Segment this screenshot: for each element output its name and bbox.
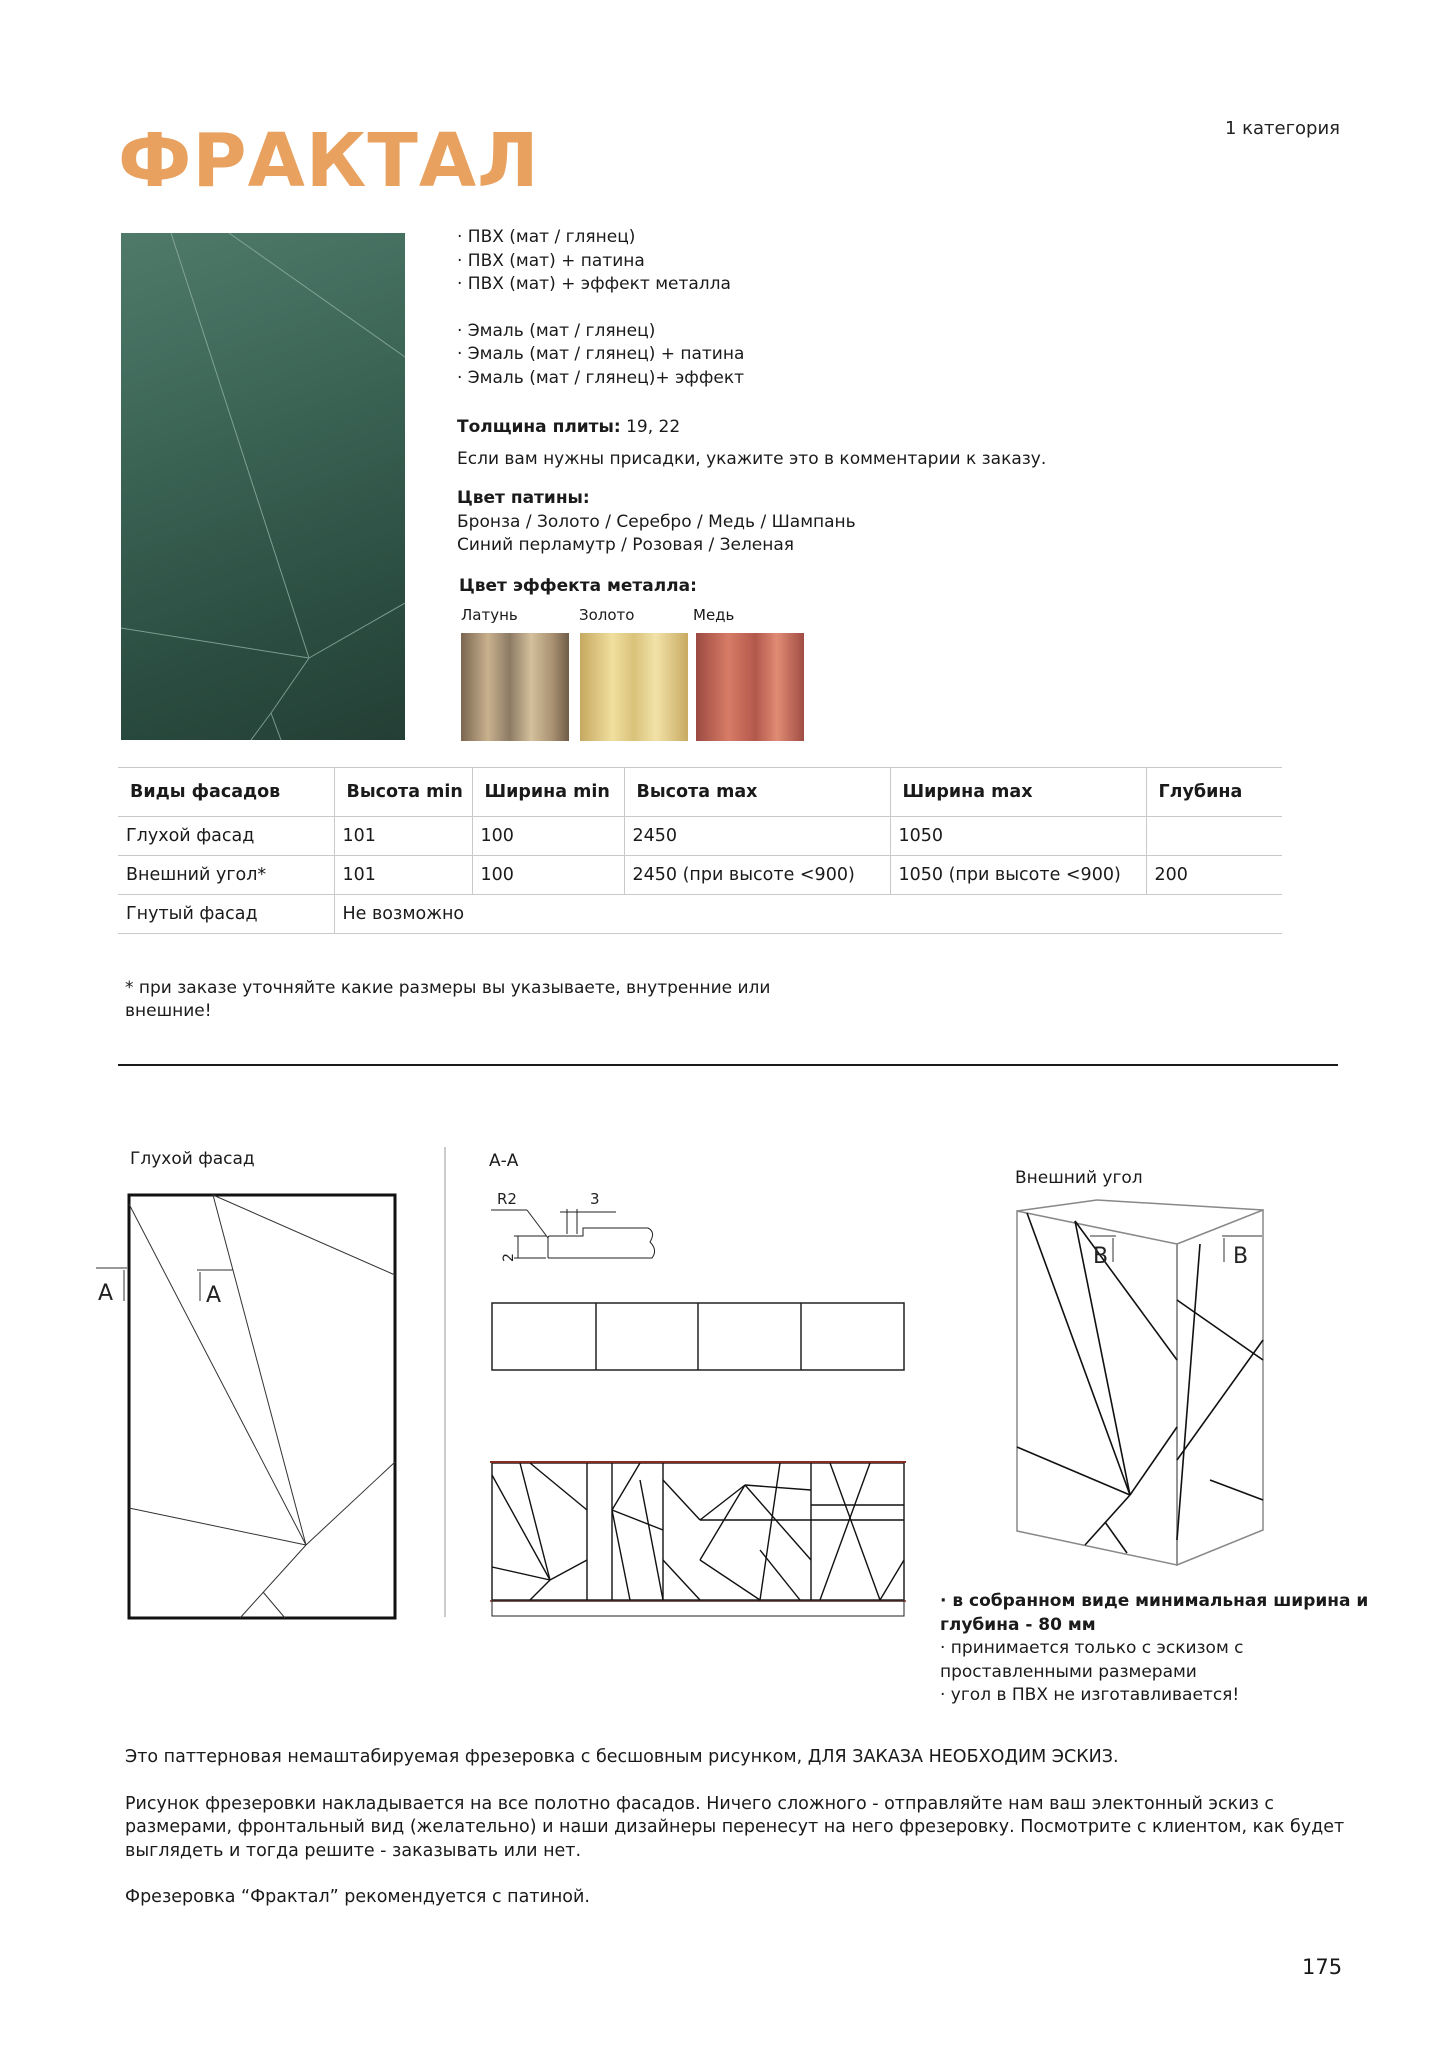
swatch-label-copper: Медь bbox=[693, 606, 735, 624]
footnote: * при заказе уточняйте какие размеры вы указываете, внутренние или внешние! bbox=[125, 978, 771, 1021]
section-mark-b: B bbox=[1233, 1244, 1249, 1269]
material-option: · Эмаль (мат / глянец)+ эффект bbox=[457, 367, 744, 388]
table-cell: Глухой фасад bbox=[118, 817, 334, 856]
page-title: ФРАКТАЛ bbox=[118, 118, 540, 204]
radius-label: R2 bbox=[497, 1190, 517, 1208]
fractal-pattern-panel bbox=[490, 1462, 906, 1616]
blind-facade-drawing bbox=[96, 1195, 395, 1618]
corner-label: Внешний угол bbox=[1015, 1168, 1143, 1188]
dimension-label: 2 bbox=[501, 1253, 517, 1262]
thickness-value: 19, 22 bbox=[626, 417, 681, 437]
section-mark-a: A bbox=[206, 1283, 222, 1308]
metal-effect-title: Цвет эффекта металла: bbox=[459, 576, 697, 596]
page-number: 175 bbox=[1302, 1955, 1343, 1979]
table-cell: 200 bbox=[1146, 856, 1282, 895]
table-cell: 2450 bbox=[624, 817, 890, 856]
patina-colors: Синий перламутр / Розовая / Зеленая bbox=[457, 535, 795, 555]
table-header: Ширина min bbox=[472, 768, 624, 817]
corner-note: · принимается только с эскизом с проставленными размерами bbox=[940, 1638, 1244, 1682]
section-mark-a: A bbox=[98, 1281, 114, 1306]
material-option: · ПВХ (мат) + патина bbox=[457, 250, 645, 271]
patina-label: Цвет патины: bbox=[457, 488, 590, 508]
section-profile-drawing bbox=[491, 1190, 655, 1262]
table-cell: 2450 (при высоте <900) bbox=[624, 856, 890, 895]
description-block bbox=[125, 1746, 1355, 1933]
table-cell: 101 bbox=[334, 817, 472, 856]
drilling-note: Если вам нужны присадки, укажите это в комментарии к заказу. bbox=[457, 449, 1047, 469]
table-cell: 1050 bbox=[890, 817, 1146, 856]
dimension-label: 3 bbox=[590, 1190, 600, 1208]
table-cell: 100 bbox=[472, 817, 624, 856]
corner-note-min-size: · в собранном виде минимальная ширина и глубина - 80 мм bbox=[940, 1591, 1369, 1635]
section-mark-b: B bbox=[1093, 1244, 1109, 1269]
table-cell: 1050 (при высоте <900) bbox=[890, 856, 1146, 895]
table-cell: Не возможно bbox=[334, 895, 1282, 934]
table-header: Виды фасадов bbox=[118, 768, 334, 817]
section-label: А-А bbox=[489, 1151, 519, 1171]
corner-note: · угол в ПВХ не изготавливается! bbox=[940, 1685, 1240, 1705]
corner-notes bbox=[940, 1590, 1380, 1708]
blind-facade-label: Глухой фасад bbox=[130, 1149, 255, 1169]
table-cell: 101 bbox=[334, 856, 472, 895]
swatch-label-gold: Золото bbox=[579, 606, 635, 624]
table-header: Глубина bbox=[1146, 768, 1282, 817]
table-header: Высота min bbox=[334, 768, 472, 817]
table-header: Высота max bbox=[624, 768, 890, 817]
facade-panels-row bbox=[492, 1303, 904, 1370]
table-header: Ширина max bbox=[890, 768, 1146, 817]
description-paragraph: Рисунок фрезеровки накладывается на все полотно фасадов. Ничего сложного - отправляйте нам ваш электонный эскиз с размерами, фронтальный вид (желательно) и наши дизайнеры перенесут на него фрезеровку. Посмотрите с клиентом, как будет выглядеть и тогда решите - заказывать или нет. bbox=[125, 1793, 1345, 1861]
table-cell: 100 bbox=[472, 856, 624, 895]
category-label: 1 категория bbox=[1224, 118, 1340, 139]
material-option: · Эмаль (мат / глянец) bbox=[457, 320, 656, 341]
swatch-label-brass: Латунь bbox=[461, 606, 518, 624]
material-option: · Эмаль (мат / глянец) + патина bbox=[457, 344, 745, 364]
patina-colors: Бронза / Золото / Серебро / Медь / Шампань bbox=[457, 511, 856, 532]
table-cell: Гнутый фасад bbox=[118, 895, 334, 934]
description-paragraph: Это паттерновая немаштабируемая фрезеровка с бесшовным рисунком, ДЛЯ ЗАКАЗА НЕОБХОДИМ ЭСКИЗ. bbox=[125, 1747, 1119, 1767]
thickness-label: Толщина плиты: bbox=[457, 417, 621, 437]
table-cell: Внешний угол* bbox=[118, 856, 334, 895]
description-paragraph: Фрезеровка “Фрактал” рекомендуется с патиной. bbox=[125, 1887, 590, 1907]
material-option: · ПВХ (мат / глянец) bbox=[457, 227, 636, 247]
external-corner-drawing bbox=[1017, 1200, 1263, 1565]
material-option: · ПВХ (мат) + эффект металла bbox=[457, 274, 731, 294]
